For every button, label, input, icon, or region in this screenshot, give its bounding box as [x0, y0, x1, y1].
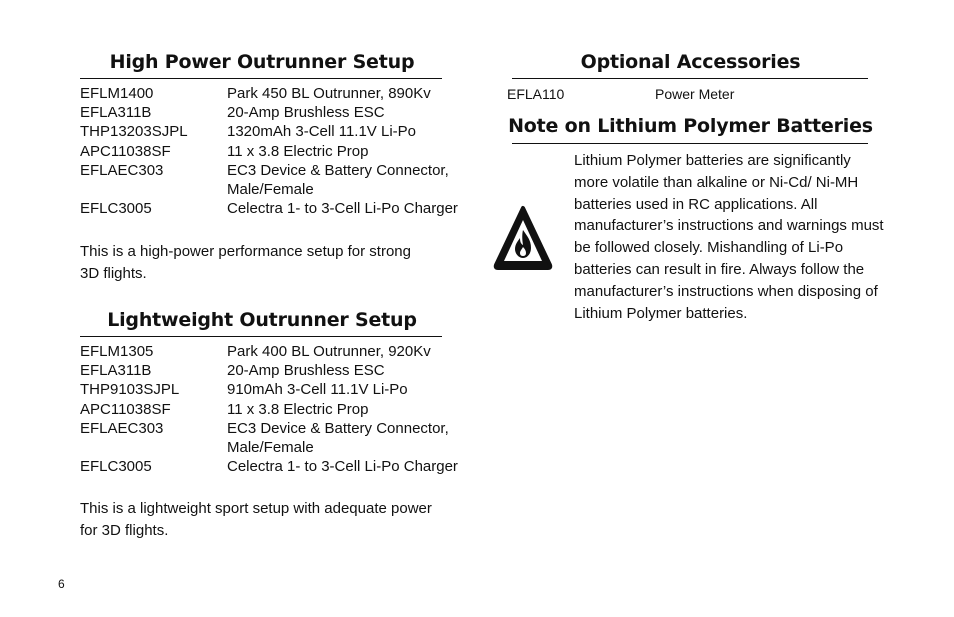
parts-row — [80, 161, 465, 199]
part-number: EFLC3005 — [80, 458, 152, 476]
parts-row — [80, 380, 465, 399]
accessories-title-rule — [512, 78, 868, 79]
accessories-parts-list — [507, 85, 867, 104]
part-number: EFLA110 — [507, 86, 565, 102]
parts-row — [80, 122, 465, 141]
parts-row — [80, 400, 465, 419]
part-description: 910mAh 3-Cell 11.1V Li-Po — [227, 381, 408, 399]
part-number: EFLAEC303 — [80, 161, 164, 179]
part-description: EC3 Device & Battery Connector, Male/Female — [227, 161, 449, 199]
high-power-parts-list — [80, 84, 465, 218]
part-description: 20-Amp Brushless ESC — [227, 362, 385, 380]
parts-row — [80, 84, 465, 103]
part-description: Celectra 1- to 3-Cell Li-Po Charger — [227, 458, 458, 476]
part-number: EFLM1305 — [80, 343, 154, 360]
page-number: 6 — [58, 577, 65, 591]
lipo-note-title: Note on Lithium Polymer Batteries — [508, 115, 873, 137]
parts-row — [80, 199, 465, 218]
part-description: 20-Amp Brushless ESC — [227, 104, 385, 122]
part-description: EC3 Device & Battery Connector, Male/Female — [227, 419, 449, 457]
part-description: Celectra 1- to 3-Cell Li-Po Charger — [227, 200, 458, 218]
fire-warning-icon — [493, 205, 553, 271]
lipo-note-body: Lithium Polymer batteries are significantly more volatile than alkaline or Ni-Cd/ Ni-MH batteries used in RC applications. All manufacturer’s instructions and warnings must be followed closely. Mishandling of Li-Po batteries can result in fire. Always follow the manufacturer’s instructions when disposing of Lithium Polymer batteries. — [574, 152, 884, 322]
part-description: Park 450 BL Outrunner, 890Kv — [227, 85, 431, 102]
parts-row — [80, 103, 465, 122]
lightweight-title-rule — [80, 336, 442, 337]
part-description: 11 x 3.8 Electric Prop — [227, 142, 369, 160]
lightweight-parts-list — [80, 342, 465, 476]
lipo-note-title-rule — [512, 143, 868, 144]
part-description: 1320mAh 3-Cell 11.1V Li-Po — [227, 123, 416, 141]
part-number: THP9103SJPL — [80, 381, 180, 399]
part-number: APC11038SF — [80, 400, 171, 418]
accessories-title: Optional Accessories — [580, 51, 801, 73]
part-number: EFLA311B — [80, 104, 152, 122]
part-number: EFLA311B — [80, 362, 152, 380]
part-description: Park 400 BL Outrunner, 920Kv — [227, 343, 431, 360]
parts-row — [80, 457, 465, 476]
part-description: 11 x 3.8 Electric Prop — [227, 400, 369, 418]
high-power-setup-note: This is a high-power performance setup for strong 3D flights. — [80, 243, 411, 282]
part-number: EFLAEC303 — [80, 419, 164, 437]
parts-row — [80, 142, 465, 161]
part-number: APC11038SF — [80, 142, 171, 160]
lightweight-setup-note: This is a lightweight sport setup with adequate power for 3D flights. — [80, 500, 432, 539]
part-description: Power Meter — [655, 86, 735, 102]
parts-row — [80, 419, 465, 457]
high-power-title-rule — [80, 78, 442, 79]
part-number: EFLC3005 — [80, 200, 152, 218]
part-number: THP13203SJPL — [80, 123, 188, 141]
parts-row — [80, 361, 465, 380]
part-number: EFLM1400 — [80, 85, 154, 102]
parts-row — [507, 85, 867, 104]
parts-row — [80, 342, 465, 361]
high-power-setup-title: High Power Outrunner Setup — [109, 51, 415, 73]
lightweight-setup-title: Lightweight Outrunner Setup — [107, 309, 417, 331]
